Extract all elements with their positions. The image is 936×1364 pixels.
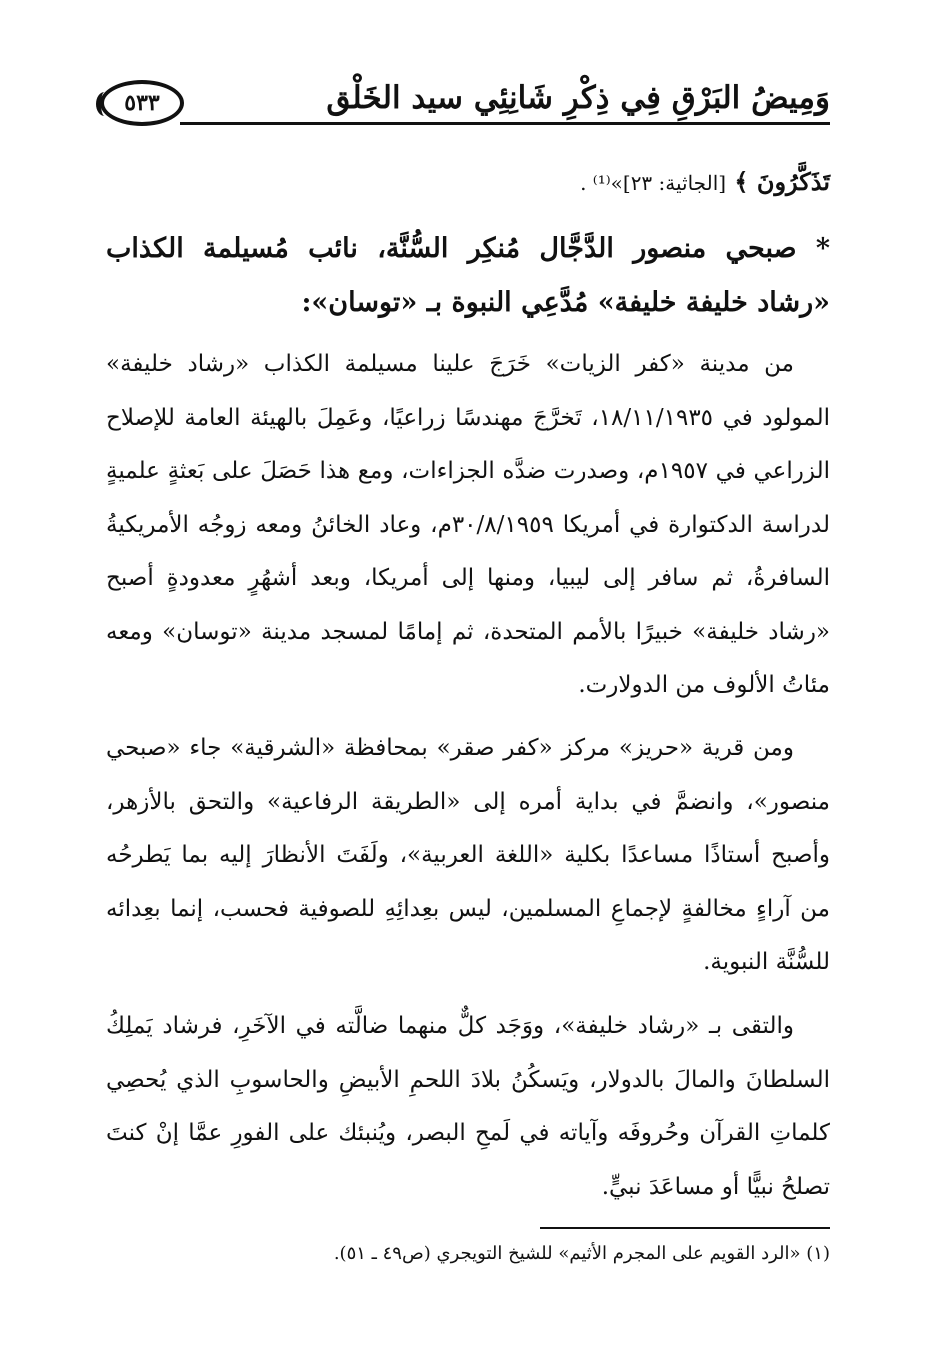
- running-header: [100, 72, 830, 134]
- header-rule: [180, 122, 830, 125]
- page-number-oval-icon: [100, 80, 184, 126]
- body-paragraph: والتقى بـ «رشاد خليفة»، ووَجَد كلٌّ منهما ضالَّته في الآخَرِ، فرشاد يَملِكُ السلطانَ والمالَ بالدولار، ويَسكُنُ بلادَ اللحمِ الأبيضِ والحاسوبِ الذي يُحصِي كلماتِ القرآن وحُروفَه وآياته في لَمحِ البصر، ويُنبئك على الفورِ عمَّا إنْ كنتَ تصلحُ نبيًّا أو مساعَدَ نبيٍّ.: [106, 1013, 830, 1200]
- body-paragraph: من مدينة «كفر الزيات» خَرَجَ علينا مسيلمة الكذاب «رشاد خليفة» المولود في ١٨/١١/١٩٣٥، تَخرَّجَ مهندسًا زراعيًا، وعَمِلَ بالهيئة العامة للإصلاح الزراعي في ١٩٥٧م، وصدرت ضدَّه الجزاءات، ومع هذا حَصَلَ على بَعثةٍ علميةٍ لدراسة الدكتوارة في أمريكا ٣٠/٨/١٩٥٩م، وعاد الخائنُ ومعه زوجُه الأمريكيةُ السافرةُ، ثم سافر إلى ليبيا، ومنها إلى أمريكا، وبعد أشهُرٍ معدودةٍ أصبح «رشاد خليفة» خبيرًا بالأمم المتحدة، ثم إمامًا لمسجد مدينة «توسان» ومعه مئاتُ الألوف من الدولارت.: [106, 351, 830, 698]
- section-heading: * صبحي منصور الدَّجَّال مُنكِر السُّنَّة، نائب مُسيلمة الكذاب «رشاد خليفة خليفة» مُدَّعِي النبوة بـ «توسان»:: [106, 233, 830, 318]
- footnote: (١) «الرد القويم على المجرم الأثيم» للشيخ التويجري (ص٤٩ ـ ٥١).: [333, 1243, 830, 1264]
- ayah-reference: [الجاثية: ٢٣]»⁽¹⁾ .: [580, 171, 727, 195]
- book-title: وَمِيضُ البَرْقِ فِي ذِكْرِ شَانِئِي سيد الخَلْق: [326, 80, 830, 116]
- footnote-rule: [540, 1227, 830, 1229]
- body-paragraph: ومن قرية «حريز» مركز «كفر صقر» بمحافظة «الشرقية» جاء «صبحي منصور»، وانضمَّ في بداية أمره إلى «الطريقة الرفاعية» والتحق بالأزهر، وأصبح أستاذًا مساعدًا بكلية «اللغة العربية»، ولَفَتَ الأنظارَ إليه بما يَطرحُه من آراءٍ مخالفةٍ لإجماعِ المسلمين، ليس بعِدائِهِ للصوفية فحسب، إنما بعِدائه للسُّنَّة النبوية.: [106, 735, 830, 975]
- page-number: ٥٣٣: [124, 90, 160, 116]
- quran-verse-ending: [106, 160, 830, 205]
- verse-word: تَذَكَّرُونَ ﴾: [734, 167, 830, 196]
